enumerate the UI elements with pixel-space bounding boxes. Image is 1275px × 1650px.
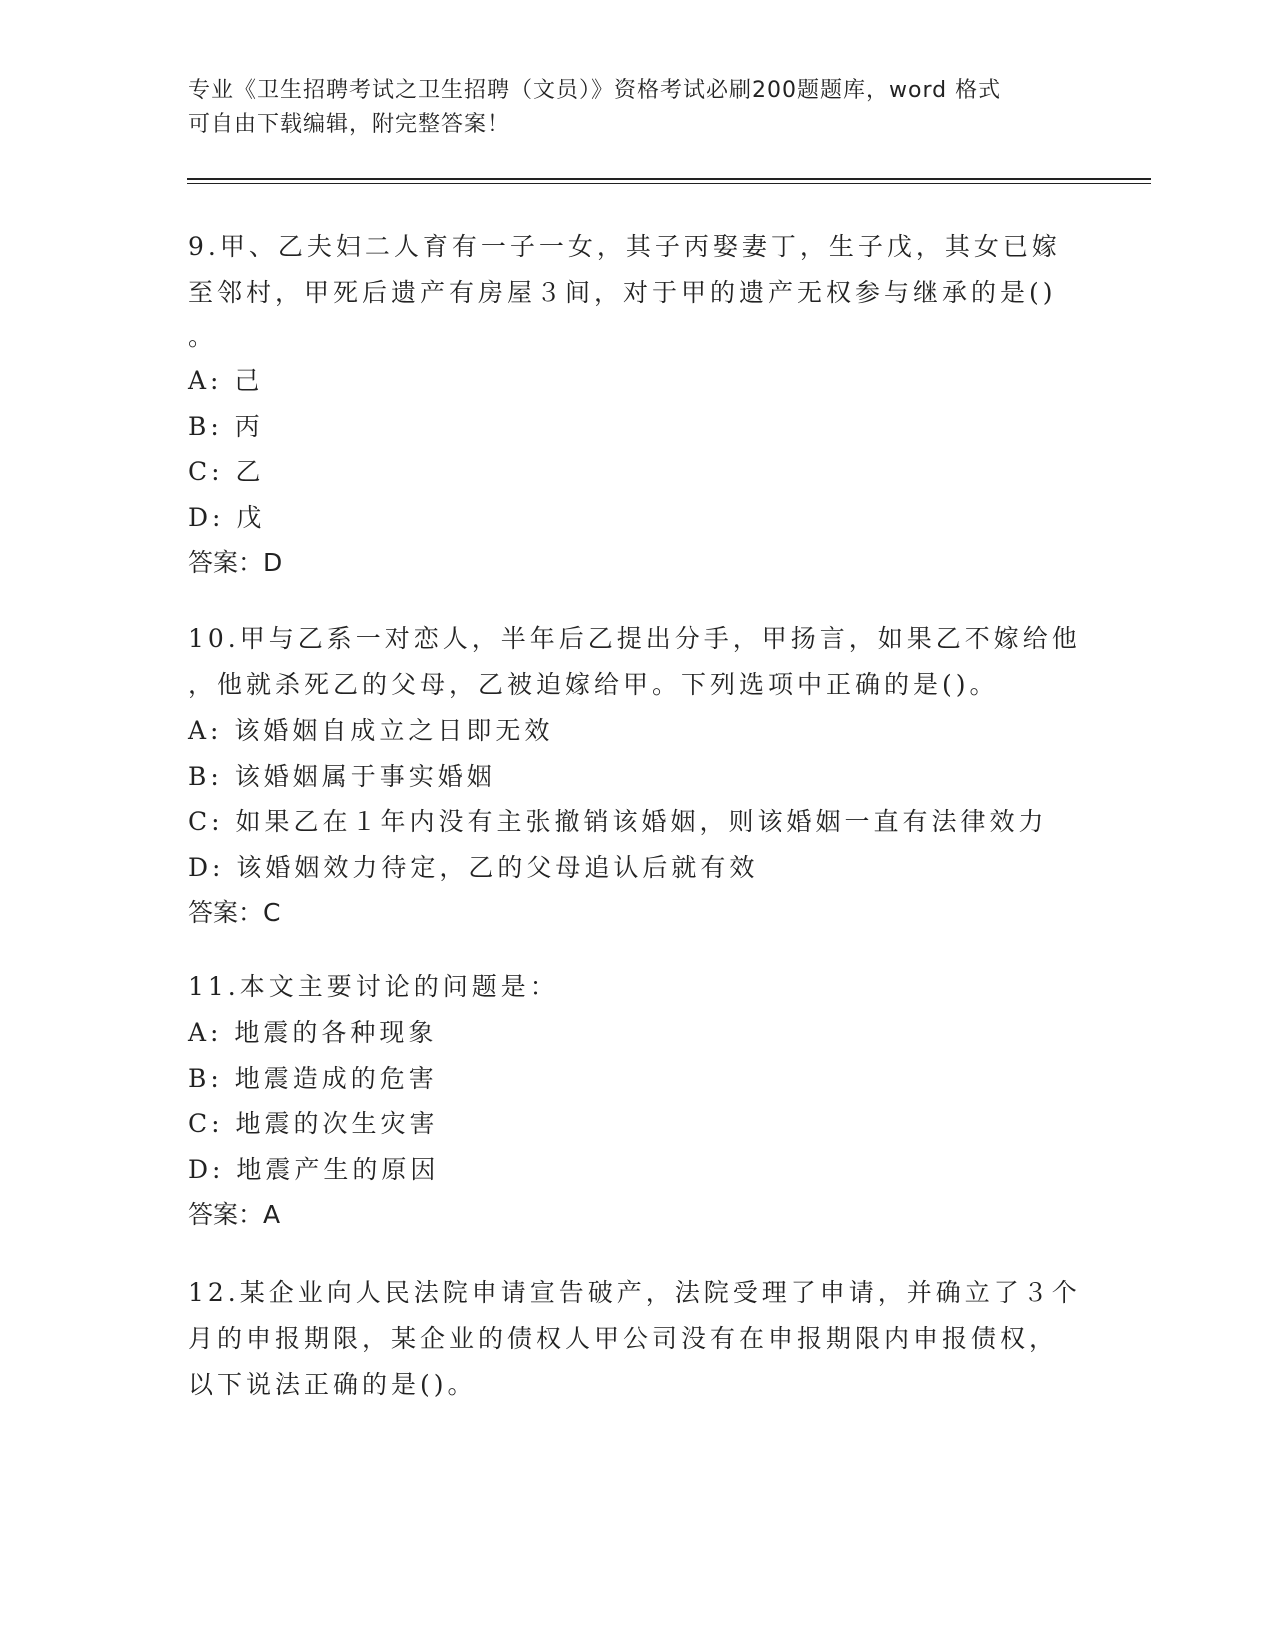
- answer-value: A: [263, 1200, 281, 1229]
- question-text-line: 。: [188, 322, 218, 351]
- header-line-2: 可自由下载编辑，附完整答案！: [188, 112, 511, 137]
- answer-label: 答案：: [188, 548, 264, 577]
- answer-label: 答案：: [188, 898, 264, 927]
- option-b: B: 该婚姻属于事实婚姻: [188, 761, 496, 791]
- question-text-line: 10.甲与乙系一对恋人，半年后乙提出分手，甲扬言，如果乙不嫁给他: [188, 624, 1081, 653]
- question-text-line: ，他就杀死乙的父母，乙被迫嫁给甲。下列选项中正确的是()。: [188, 670, 999, 699]
- option-d: D: 该婚姻效力待定，乙的父母追认后就有效: [188, 852, 759, 882]
- option-d: D: 戊: [188, 502, 266, 532]
- header-divider-thin: [187, 183, 1151, 184]
- header-line-1: 专业《卫生招聘考试之卫生招聘（文员）》资格考试必刷200题题库，word 格式: [188, 78, 1002, 103]
- question-text-line: 月的申报期限，某企业的债权人甲公司没有在申报期限内申报债权，: [188, 1324, 1059, 1353]
- answer-value: D: [263, 548, 283, 577]
- option-d: D: 地震产生的原因: [188, 1154, 440, 1184]
- option-c: C: 如果乙在１年内没有主张撤销该婚姻，则该婚姻一直有法律效力: [188, 807, 1048, 836]
- option-b: B: 丙: [188, 411, 264, 441]
- document-header: [188, 74, 1088, 142]
- answer-line: [188, 540, 1088, 586]
- question-9: [188, 224, 1088, 586]
- answer-value: C: [263, 898, 281, 927]
- option-b: B: 地震造成的危害: [188, 1063, 438, 1093]
- question-12: [188, 1270, 1088, 1408]
- option-c: C: 地震的次生灾害: [188, 1109, 439, 1138]
- question-10: [188, 616, 1088, 936]
- question-text-line: 11.本文主要讨论的问题是：: [188, 972, 559, 1001]
- option-a: A: 该婚姻自成立之日即无效: [188, 716, 554, 745]
- option-a: A: 己: [188, 366, 264, 395]
- question-text-line: 以下说法正确的是()。: [188, 1370, 477, 1399]
- question-text-line: 12.某企业向人民法院申请宣告破产，法院受理了申请，并确立了３个: [188, 1278, 1081, 1307]
- question-text-line: 至邻村，甲死后遗产有房屋３间，对于甲的遗产无权参与继承的是(): [188, 278, 1057, 307]
- option-c: C: 乙: [188, 457, 265, 486]
- header-divider: [187, 178, 1151, 180]
- question-text-line: 9.甲、乙夫妇二人育有一子一女，其子丙娶妻丁，生子戊，其女已嫁: [188, 232, 1061, 261]
- answer-label: 答案：: [188, 1200, 264, 1229]
- answer-line: [188, 1192, 1088, 1238]
- option-a: A: 地震的各种现象: [188, 1018, 438, 1047]
- answer-line: [188, 890, 1088, 936]
- question-11: [188, 964, 1088, 1238]
